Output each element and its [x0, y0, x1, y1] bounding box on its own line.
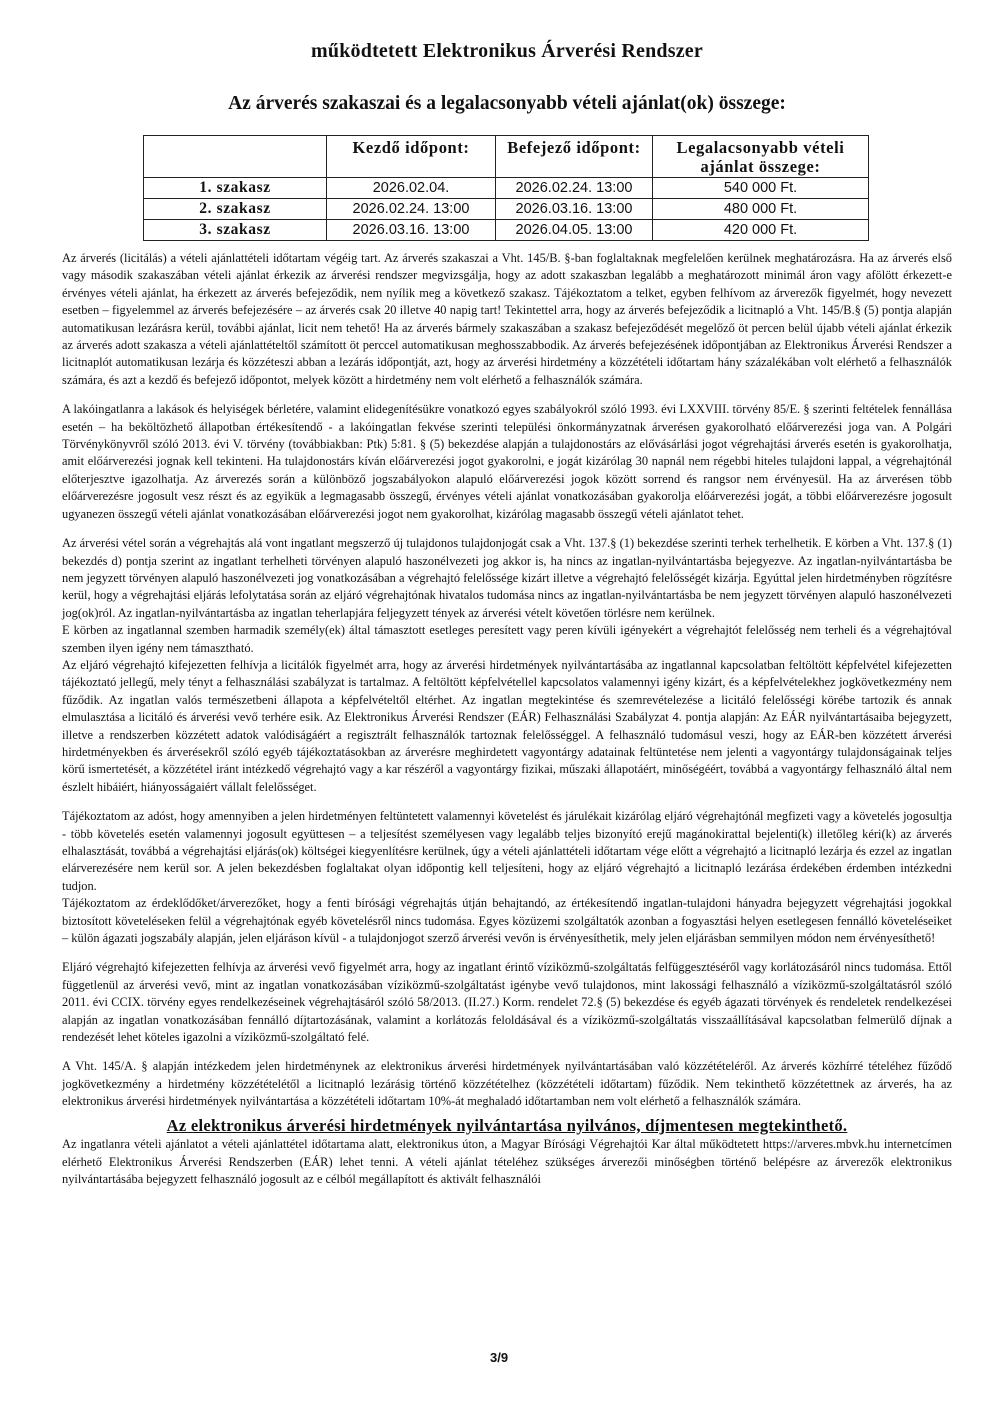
- table-cell: 480 000 Ft.: [653, 199, 869, 220]
- document-title: működtetett Elektronikus Árverési Rendszer: [311, 40, 703, 62]
- table-header-cell: Legalacsonyabb vételi ajánlat összege:: [653, 136, 869, 178]
- table-row: [144, 199, 869, 220]
- table-cell: 420 000 Ft.: [653, 220, 869, 241]
- table-header-cell: [144, 136, 327, 178]
- paragraph-auction-duration: Az árverés (licitálás) a vételi ajánlattételi időtartam végéig tart. Az árverés szakaszai a Vht. 145/B. §-ban foglaltaknak megfelelően kerülnek meghatározásra. Ha az árverés első vagy második szakaszában vételi ajánlat érkezik az árverési rendszer megvizsgálja, hogy az adott szakaszban legalább a meghatározott minimál áron vagy afölött érkezett-e érvényes vételi ajánlat, ha érkezett az árverés befejeződik, nem nyílik meg a következő szakasz. Tájékoztatom a telket, egyben felhívom az árverezők figyelmét, hogy nevezett esetben – figyelemmel az árverés befejezésére – az árverés csak 20 illetve 40 napig tart! Tekintettel arra, hogy az árverés befejeződik a licitnapló a Vht. 145/B.§ (5) pontja alapján automatikusan lezárásra kerül, további ajánlat, licit nem tehető! Ha az árverés bármely szakaszában a szakasz befejeződését megelőző öt percen belül újabb vételi ajánlat érkezik az árverés adott szakasza a vételi ajánlattételtől számított öt perccel automatikusan meghosszabbodik. Az árverés befejezésének időpontjában az Elektronikus Árverési Rendszer a licitnaplót automatikusan lezárja és közzéteszi abban a lezárás időpontját, azt, hogy az árverési hirdetmény a közzétételi időtartam hány százalékában volt elérhető a felhasználók számára, és azt a kezdő és befejező időpontot, melyek között a hirdetmény nem volt elérhető a felhasználók számára.: [62, 251, 952, 387]
- paragraph-pre-emption-rights: A lakóingatlanra a lakások és helyiségek bérletére, valamint elidegenítésükre vonatkozó egyes szabályokról szóló 1993. évi LXXVIII. törvény 85/E. § szerinti feltételek fennállása esetén – ha beköltözhető állapotban értékesítendő - a lakóingatlan fekvése szerinti települési önkormányzatnak árverésen gyakorolható előárverezési joga van. A Polgári Törvénykönyvről szóló 2013. évi V. törvény (továbbiakban: Ptk) 5:81. § (5) bekezdése alapján a tulajdonostárs az elővásárlási jogot végrehajtási árverés esetén is gyakorolhatja, amit előárverezési jognak kell tekinteni. Ha tulajdonostárs kíván előárverezési jogot gyakorolni, e jogát kizárólag 30 napnál nem régebbi hiteles tulajdoni lappal, a végrehajtónál előterjesztve igazolhatja. Az árverezés során a különböző jogszabályokon alapuló előárverezési jogok között sorrend és rangsor nem érvényesül. Ha az árverésen több előárverezésre jogosult vesz részt és az egyikük a legmagasabb összegű, érvényes vételi ajánlat vonatkozásában gyakorolja előárverezési jogát, a többi előárverezésre jogosult ugyanezen összegű vételi ajánlat vonatkozásában előárverezési jogot nem gyakorolhat, kizárólag magasabb összegű vételi ajánlatot tehet.: [62, 402, 952, 521]
- table-header-cell: Befejező időpont:: [496, 136, 653, 178]
- table-cell: 2. szakasz: [144, 199, 327, 220]
- table-row: [144, 178, 869, 199]
- table-cell: 2026.03.16. 13:00: [327, 220, 496, 241]
- paragraph-online-bidding: Az ingatlanra vételi ajánlatot a vételi ajánlattétel időtartama alatt, elektronikus úton, a Magyar Bírósági Végrehajtói Kar által működtetett https://arveres.mbvk.hu internetcímen elérhető Elektronikus Árverési Rendszerben (EÁR) lehet tenni. A vételi ajánlat tételéhez szükséges árverezői minőségben történő belépésre az árverezők elektronikus nyilvántartásába bejegyzett felhasználó jogosult az e célból megállapított és aktivált felhasználói: [62, 1137, 952, 1186]
- table-cell: 1. szakasz: [144, 178, 327, 199]
- document-page: [62, 40, 952, 1188]
- table-cell: 2026.02.24. 13:00: [327, 199, 496, 220]
- table-cell: 2026.04.05. 13:00: [496, 220, 653, 241]
- paragraph-encumbrances: Az árverési vétel során a végrehajtás alá vont ingatlant megszerző új tulajdonos tulajdonjogát csak a Vht. 137.§ (1) bekezdése szerinti terhek terhelhetik. E körben a Vht. 137.§ (1) bekezdés d) pontja szerint az ingatlant terhelheti törvényen alapuló haszonélvezeti jog akkor is, ha nincs az ingatlan-nyilvántartásba bejegyezve. Az ingatlan-nyilvántartásba be nem jegyzett törvényen alapuló haszonélvezeti jog vonatkozásában a végrehajtó felelőssége kizárt illetve a végrehajtó felelősségét kizárja. Egyúttal jelen hirdetményben rögzítésre kerül, hogy a végrehajtási eljárás lefolytatása során az eljáró végrehajtónak hivatalos tudomása nincs az ingatlan-nyilvántartásba be nem jegyzett törvényen alapuló haszonélvezeti jog(ok)ról. Az ingatlan-nyilvántartásba az ingatlan teherlapjára feljegyzett tények az árverési vételt követően törlésre nem kerülnek.: [62, 536, 952, 620]
- paragraph-publication: A Vht. 145/A. § alapján intézkedem jelen hirdetménynek az elektronikus árverési hirdetmények nyilvántartásában való közzétételéről. Az árverés közhírré tételéhez fűződő jogkövetkezmény a hirdetmény közzétételétől a licitnapló lezárásig történő közzétételhez (közzétételi időtartam) fűződik. Nem tekinthető közzétettnek az árverés, ha az elektronikus árverési hirdetmények nyilvántartása a közzétételi időtartam 10%-át meghaladó időtartamban nem volt elérhető a felhasználók számára.: [62, 1059, 952, 1109]
- table-cell: 2026.02.24. 13:00: [496, 178, 653, 199]
- paragraph-debtor-notice: Tájékoztatom az adóst, hogy amennyiben a jelen hirdetményen feltüntetett valamennyi követelést és járulékait kizárólag eljáró végrehajtónál megfizeti vagy a követelés jogosultja - több követelés esetén valamennyi jogosult együttesen – a teljesítést személyesen vagy legalább teljes bizonyító erejű magánokirattal bejelenti(k) illetőleg kéri(k) az árverés elhalasztását, továbbá a végrehajtási eljárás(ok) költségei kiegyenlítésre kerülnek, úgy a vételi ajánlattételi időtartam vége előtt a végrehajtó a licitnapló lezárja és ezzel az ingatlan elárverezésére nem kerül sor. A jelen bekezdésben foglaltakat olyan időpontig kell teljesíteni, hogy az eljáró végrehajtó a licitnapló lezárása érdekében érdemben intézkedni tudjon.: [62, 809, 952, 893]
- paragraph-other-claims: Tájékoztatom az érdeklődőket/árverezőket, hogy a fenti bírósági végrehajtás útján behajtandó, az értékesítendő ingatlan-tulajdoni hányadra bejegyzett végrehajtási jogokkal biztosított követeléseken felül a végrehajtónak egyéb követelésről nincs tudomása. Egyes közüzemi szolgáltatók azonban a fogyasztási helyen esetlegesen fennálló követeléseiket – külön ágazati jogszabály alapján, jelen eljáráson kívül - a tulajdonjogot szerző árverési vevőn is érvényesíthetik, mely jelen eljárásban semmilyen módon nem érvényesíthető!: [62, 896, 952, 946]
- paragraph-third-party-claims: E körben az ingatlannal szemben harmadik személy(ek) által támasztott esetleges peresített vagy peren kívüli igényekért a végrehajtót felelősség nem terheli és a végrehajtóval szemben ilyen igény nem támasztható.: [62, 623, 952, 655]
- paragraph-water-utility: Eljáró végrehajtó kifejezetten felhívja az árverési vevő figyelmét arra, hogy az ingatlant érintő víziközmű-szolgáltatás felfüggesztéséről vagy korlátozásáról nincs tudomása. Ettől függetlenül az árverési vevő, mint az ingatlan vonatkozásában víziközmű-szolgáltatást igénybe vevő tulajdonos, mint lakossági felhasználó a víziközmű-szolgáltatásról szóló 2011. évi CCIX. törvény egyes rendelkezéseinek végrehajtásáról szóló 58/2013. (II.27.) Korm. rendelet 72.§ (5) bekezdése és egyéb ágazati törvények és rendeletek rendelkezései alapján az ingatlan vonatkozásában fennálló díjtartozásának, valamint a korlátozás feloldásával és a víziközmű-szolgáltatás visszaállításával kapcsolatban felmerülő díjnak a rendezését lehet köteles igazolni a víziközmű-szolgáltató felé.: [62, 960, 952, 1045]
- table-cell: 540 000 Ft.: [653, 178, 869, 199]
- table-row: [144, 220, 869, 241]
- table-title: Az árverés szakaszai és a legalacsonyabb vételi ajánlat(ok) összege:: [228, 93, 786, 114]
- table-cell: 2026.03.16. 13:00: [496, 199, 653, 220]
- table-header-cell: Kezdő időpont:: [327, 136, 496, 178]
- body-text: [62, 250, 952, 1188]
- table-cell: 3. szakasz: [144, 220, 327, 241]
- paragraph-photo-disclaimer: Az eljáró végrehajtó kifejezetten felhívja a licitálók figyelmét arra, hogy az árverési hirdetmények nyilvántartásába az ingatlannal kapcsolatban feltöltött képfelvétel kifejezetten tájékoztató jellegű, mely tényt a felhasználási szabályzat is tartalmaz. A feltöltött képfelvétellel kapcsolatos valamennyi igény kizárt, és a képfelvételekhez jogkövetkezmény nem fűződik. Az ingatlan valós természetbeni állapota a képfelvételtől eltérhet. Az ingatlan megtekintése és szemrevételezése a licitáló felelősségi körébe tartozik és annak elmulasztása a licitáló és árverési vevő terhére esik. Az Elektronikus Árverési Rendszer (EÁR) Felhasználási Szabályzat 4. pontja alapján: Az EÁR nyilvántartásaiba bejegyzett, illetve a rendszerben közzétett adatok valódiságáért a regisztrált felhasználók tartoznak felelősséggel. A felhasználó tudomásul veszi, hogy az EÁR-ben közzétett árverési hirdetményekben és árverésekről szóló egyéb tájékoztatásokban az árverésre meghirdetett vagyontárgy adatainak feltüntetése nem jelenti a vagyontárgy tulajdonságainak teljes körű ismertetését, a közzététel iránt intézkedő végrehajtó vagy a kar részéről a vagyontárgy fizikai, műszaki állapotáért, minőségéért, továbbá a vagyontárgy felhasználó által nem észlelt hibáiért, hiányosságaiért vállalt felelősséget.: [62, 657, 952, 794]
- auction-stages-table: [143, 135, 869, 241]
- public-registry-heading: Az elektronikus árverési hirdetmények nyilvántartása nyilvános, díjmentesen megtekinthető.: [166, 1115, 848, 1135]
- page-number: 3/9: [490, 1350, 509, 1365]
- table-cell: 2026.02.04.: [327, 178, 496, 199]
- table-header-row: [144, 136, 869, 178]
